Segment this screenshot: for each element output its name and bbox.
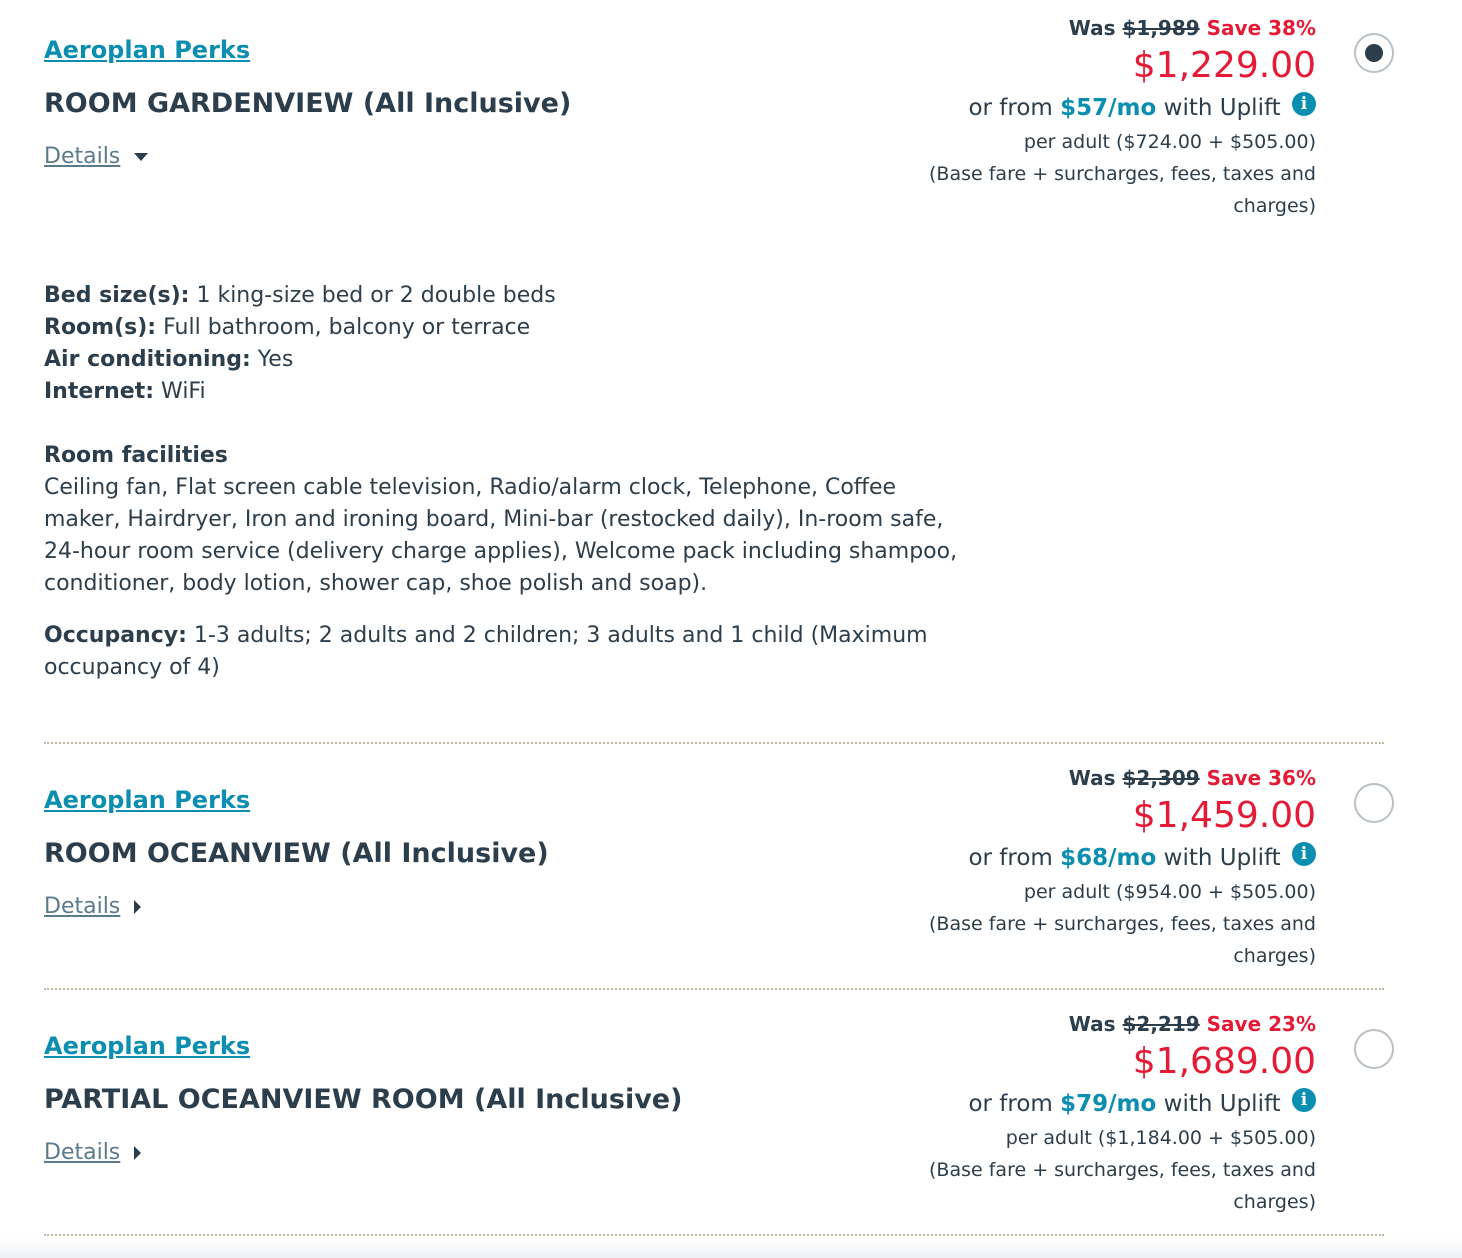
fees-note-cont: charges) [1233, 945, 1316, 967]
room-divider [44, 1234, 1384, 1236]
rooms-value: Full bathroom, balcony or terrace [163, 315, 531, 340]
save-badge: Save 38% [1206, 16, 1316, 40]
room-title: PARTIAL OCEANVIEW ROOM (All Inclusive) [44, 1084, 683, 1115]
details-toggle[interactable] [44, 144, 148, 169]
was-label: Was [1068, 1012, 1116, 1036]
bottom-fade [0, 1238, 1462, 1258]
save-badge: Save 36% [1206, 766, 1316, 790]
sale-price: $1,459.00 [1132, 795, 1316, 836]
room-divider [44, 988, 1384, 990]
sale-price: $1,689.00 [1132, 1041, 1316, 1082]
room-select-radio[interactable] [1354, 783, 1394, 823]
uplift-prefix: or from [968, 1091, 1053, 1117]
per-adult-breakdown: per adult ($954.00 + $505.00) [1023, 881, 1316, 903]
caret-right-icon [134, 1146, 141, 1160]
save-badge: Save 23% [1206, 1012, 1316, 1036]
was-price: $2,309 [1122, 766, 1200, 790]
bed-size-label: Bed size(s): [44, 283, 190, 308]
details-toggle[interactable] [44, 894, 141, 919]
details-label: Details [44, 1140, 121, 1165]
uplift-amount: $57/mo [1060, 95, 1157, 121]
info-icon[interactable]: i [1292, 92, 1316, 116]
room-select-radio[interactable] [1354, 33, 1394, 73]
fees-note: (Base fare + surcharges, fees, taxes and [929, 163, 1316, 185]
info-icon[interactable]: i [1292, 842, 1316, 866]
aeroplan-perks-link[interactable]: Aeroplan Perks [44, 36, 251, 64]
was-price: $2,219 [1122, 1012, 1200, 1036]
details-label: Details [44, 894, 121, 919]
fees-note-cont: charges) [1233, 1191, 1316, 1213]
ac-value: Yes [257, 347, 294, 372]
price-block [896, 766, 1316, 972]
was-price-line [896, 766, 1316, 790]
occupancy-row [44, 620, 964, 684]
radio-selected-dot [1365, 44, 1383, 62]
facilities-heading: Room facilities [44, 443, 228, 468]
rooms-label: Room(s): [44, 315, 157, 340]
fees-note-cont: charges) [1233, 195, 1316, 217]
sale-price: $1,229.00 [1132, 45, 1316, 86]
uplift-line [896, 90, 1316, 126]
uplift-line [896, 840, 1316, 876]
aeroplan-perks-link[interactable]: Aeroplan Perks [44, 1032, 251, 1060]
was-price-line [896, 16, 1316, 40]
bed-size-row [44, 280, 964, 312]
occupancy-label: Occupancy: [44, 623, 187, 648]
fees-note: (Base fare + surcharges, fees, taxes and [929, 1159, 1316, 1181]
was-label: Was [1068, 16, 1116, 40]
facilities-text: Ceiling fan, Flat screen cable television, Radio/alarm clock, Telephone, Coffee maker, Hairdryer, Iron and ironing board, Mini-bar (restocked daily), In-room safe, 24-hour room service (delivery charge applies), Welcome pack including shampoo, conditioner, body lotion, shower cap, shoe polish and soap). [44, 475, 958, 596]
per-adult-breakdown: per adult ($724.00 + $505.00) [1023, 131, 1316, 153]
uplift-amount: $79/mo [1060, 1091, 1157, 1117]
uplift-suffix: with Uplift [1163, 1091, 1281, 1117]
room-select-radio[interactable] [1354, 1029, 1394, 1069]
uplift-amount: $68/mo [1060, 845, 1157, 871]
internet-value: WiFi [161, 379, 206, 404]
uplift-prefix: or from [968, 95, 1053, 121]
fees-note: (Base fare + surcharges, fees, taxes and [929, 913, 1316, 935]
uplift-line [896, 1086, 1316, 1122]
details-label: Details [44, 144, 121, 169]
bed-size-value: 1 king-size bed or 2 double beds [196, 283, 556, 308]
internet-label: Internet: [44, 379, 155, 404]
room-title: ROOM OCEANVIEW (All Inclusive) [44, 838, 549, 869]
ac-row [44, 344, 964, 376]
price-block [896, 16, 1316, 222]
rooms-row [44, 312, 964, 344]
was-price-line [896, 1012, 1316, 1036]
uplift-prefix: or from [968, 845, 1053, 871]
room-details-panel [44, 280, 964, 684]
caret-right-icon [134, 900, 141, 914]
per-adult-breakdown: per adult ($1,184.00 + $505.00) [1005, 1127, 1316, 1149]
was-label: Was [1068, 766, 1116, 790]
caret-down-icon [134, 153, 148, 161]
info-icon[interactable]: i [1292, 1088, 1316, 1112]
internet-row [44, 376, 964, 408]
occupancy-value: 1-3 adults; 2 adults and 2 children; 3 adults and 1 child (Maximum occupancy of 4) [44, 623, 928, 680]
uplift-suffix: with Uplift [1163, 95, 1281, 121]
aeroplan-perks-link[interactable]: Aeroplan Perks [44, 786, 251, 814]
price-block [896, 1012, 1316, 1218]
was-price: $1,989 [1122, 16, 1200, 40]
room-title: ROOM GARDENVIEW (All Inclusive) [44, 88, 572, 119]
details-toggle[interactable] [44, 1140, 141, 1165]
room-divider [44, 742, 1384, 744]
uplift-suffix: with Uplift [1163, 845, 1281, 871]
ac-label: Air conditioning: [44, 347, 251, 372]
